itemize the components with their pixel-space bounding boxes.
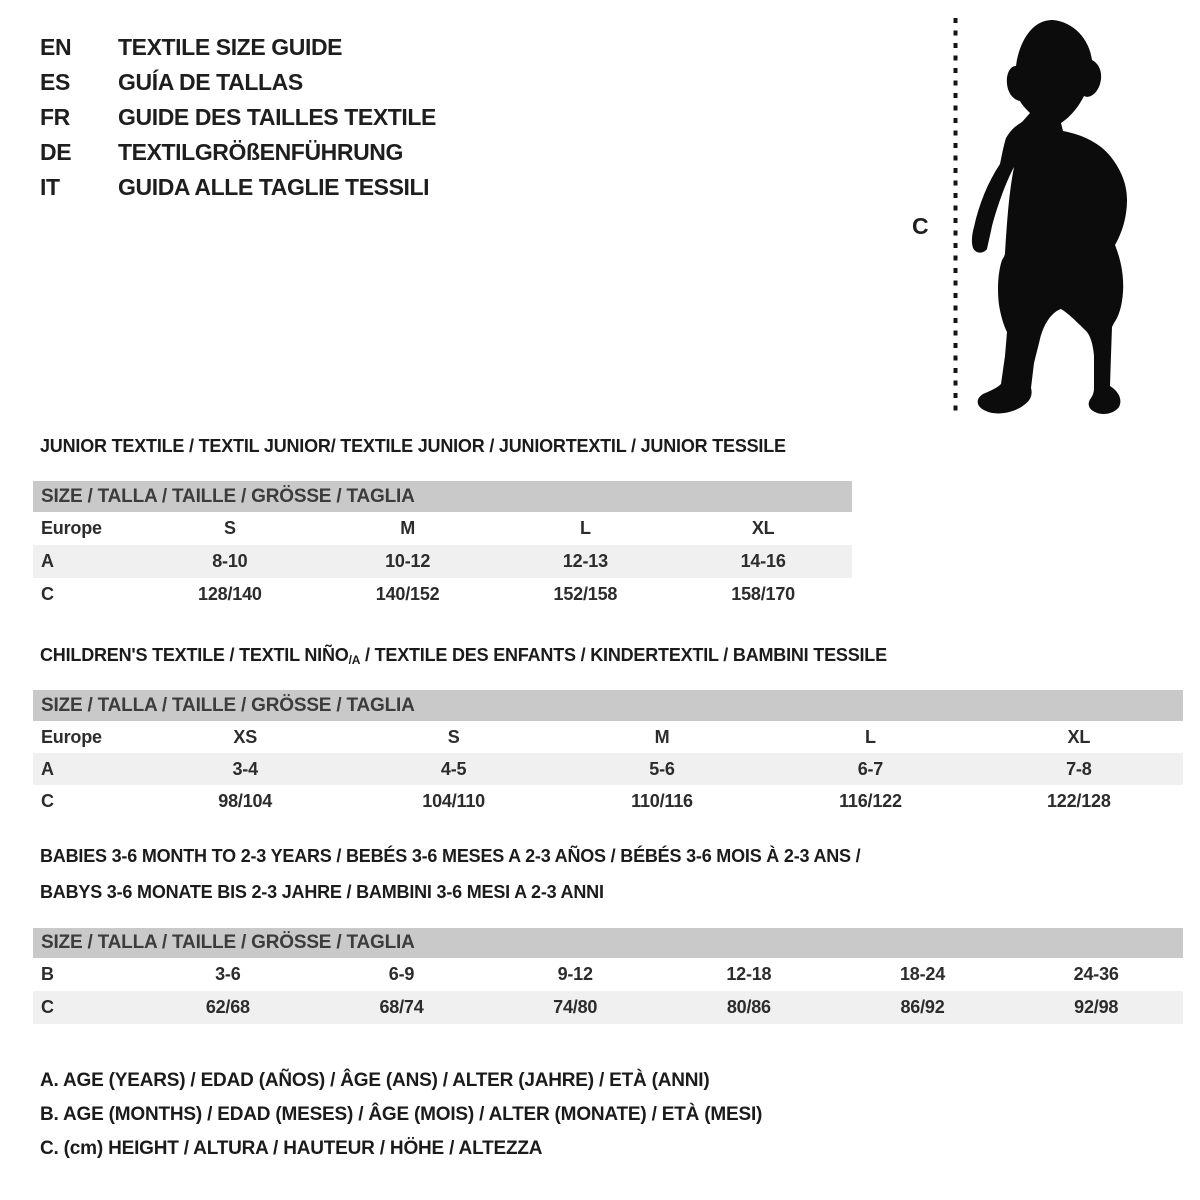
row-label: B: [41, 964, 54, 984]
size-value: M: [654, 726, 670, 747]
size-header-bar: SIZE / TALLA / TAILLE / GRÖSSE / TAGLIA: [33, 481, 852, 512]
legend-height: C. (cm) HEIGHT / ALTURA / HAUTEUR / HÖHE / ALTEZZA: [40, 1138, 543, 1159]
children-title-suffix: / TEXTILE DES ENFANTS / KINDERTEXTIL / BAMBINI TESSILE: [360, 645, 887, 665]
guide-title-en: TEXTILE SIZE GUIDE: [118, 34, 343, 60]
size-value: S: [447, 726, 460, 747]
height-value: 140/152: [375, 584, 440, 604]
table-row-age-years: [33, 753, 1183, 785]
guide-title-es: GUÍA DE TALLAS: [118, 69, 303, 95]
age-value: 7-8: [1066, 758, 1092, 779]
age-value: 12-13: [562, 551, 608, 571]
age-value: 6-7: [857, 758, 884, 779]
age-value: 3-6: [215, 964, 241, 984]
height-value: 98/104: [218, 790, 273, 811]
height-value: 74/80: [553, 997, 598, 1017]
row-label: Europe: [41, 518, 102, 538]
height-value: 116/122: [839, 790, 902, 811]
language-row-es: [40, 65, 436, 100]
legend-age-years: A. AGE (YEARS) / EDAD (AÑOS) / ÂGE (ANS) / ALTER (JAHRE) / ETÀ (ANNI): [40, 1070, 710, 1091]
babies-section-title-line1: BABIES 3-6 MONTH TO 2-3 YEARS / BEBÉS 3-6 MESES A 2-3 AÑOS / BÉBÉS 3-6 MOIS À 2-3 ANS /: [40, 846, 861, 866]
table-row-europe: [33, 721, 1183, 753]
height-value: 86/92: [900, 997, 945, 1017]
language-code: FR: [40, 104, 70, 130]
height-value: 110/116: [631, 790, 693, 811]
height-value: 122/128: [1046, 790, 1111, 811]
language-code: ES: [40, 69, 70, 95]
size-value: XL: [751, 518, 775, 538]
height-value: 152/158: [553, 584, 618, 604]
size-header-bar: SIZE / TALLA / TAILLE / GRÖSSE / TAGLIA: [33, 690, 1183, 721]
table-row-age-months: [33, 958, 1183, 991]
babies-size-table: [33, 928, 1183, 1024]
language-code: DE: [40, 139, 72, 165]
junior-size-table: [33, 481, 852, 611]
row-label: Europe: [41, 726, 102, 747]
toddler-silhouette-icon: [972, 20, 1127, 414]
age-value: 10-12: [385, 551, 431, 571]
table-row-height: [33, 785, 1183, 817]
age-value: 6-9: [388, 964, 415, 984]
height-value: 80/86: [726, 997, 771, 1017]
row-label: A: [41, 551, 54, 571]
language-row-it: [40, 170, 436, 205]
size-value: XL: [1067, 726, 1091, 747]
children-size-table: [33, 690, 1183, 817]
junior-section-title: JUNIOR TEXTILE / TEXTIL JUNIOR/ TEXTILE JUNIOR / JUNIORTEXTIL / JUNIOR TESSILE: [40, 436, 786, 456]
language-code: EN: [40, 34, 72, 60]
age-value: 8-10: [212, 551, 248, 571]
guide-title-it: GUIDA ALLE TAGLIE TESSILI: [118, 174, 430, 200]
table-row-age-years: [33, 545, 852, 578]
age-value: 4-5: [440, 758, 467, 779]
table-row-height: [33, 991, 1183, 1024]
children-section-title: [40, 645, 887, 667]
language-row-de: [40, 135, 436, 170]
babies-section-title-line2: BABYS 3-6 MONATE BIS 2-3 JAHRE / BAMBINI 3-6 MESI A 2-3 ANNI: [40, 882, 604, 902]
size-value: L: [865, 726, 876, 747]
row-label: A: [41, 758, 54, 779]
age-value: 12-18: [726, 964, 772, 984]
age-value: 14-16: [740, 551, 786, 571]
table-row-europe: [33, 512, 852, 545]
row-label: C: [41, 997, 54, 1017]
toddler-figure: [940, 14, 1140, 424]
age-value: 9-12: [557, 964, 593, 984]
guide-title-fr: GUIDE DES TAILLES TEXTILE: [118, 104, 436, 130]
age-value: 5-6: [649, 758, 675, 779]
language-code: IT: [40, 174, 60, 200]
children-title-subscript: /A: [348, 653, 361, 667]
height-value: 104/110: [422, 790, 485, 811]
size-value: M: [400, 518, 416, 538]
size-value: XS: [233, 726, 258, 747]
size-value: S: [223, 518, 236, 538]
table-row-height: [33, 578, 852, 611]
measure-legend: [40, 1064, 762, 1166]
age-value: 24-36: [1073, 964, 1119, 984]
height-value: 68/74: [379, 997, 424, 1017]
height-line-label: C: [912, 213, 929, 239]
height-value: 158/170: [731, 584, 795, 604]
height-value: 128/140: [198, 584, 262, 604]
children-title-prefix: CHILDREN'S TEXTILE / TEXTIL NIÑO: [40, 645, 349, 665]
row-label: C: [41, 584, 54, 604]
age-value: 18-24: [900, 964, 946, 984]
size-header-bar: SIZE / TALLA / TAILLE / GRÖSSE / TAGLIA: [33, 928, 1183, 958]
language-row-en: [40, 30, 436, 65]
age-value: 3-4: [232, 758, 258, 779]
guide-title-de: TEXTILGRÖßENFÜHRUNG: [118, 139, 403, 165]
row-label: C: [41, 790, 54, 811]
size-value: L: [579, 518, 591, 538]
legend-age-months: B. AGE (MONTHS) / EDAD (MESES) / ÂGE (MOIS) / ALTER (MONATE) / ETÀ (MESI): [40, 1104, 763, 1125]
language-row-fr: [40, 100, 436, 135]
height-value: 62/68: [205, 997, 250, 1017]
language-title-block: [40, 30, 436, 205]
height-value: 92/98: [1074, 997, 1119, 1017]
